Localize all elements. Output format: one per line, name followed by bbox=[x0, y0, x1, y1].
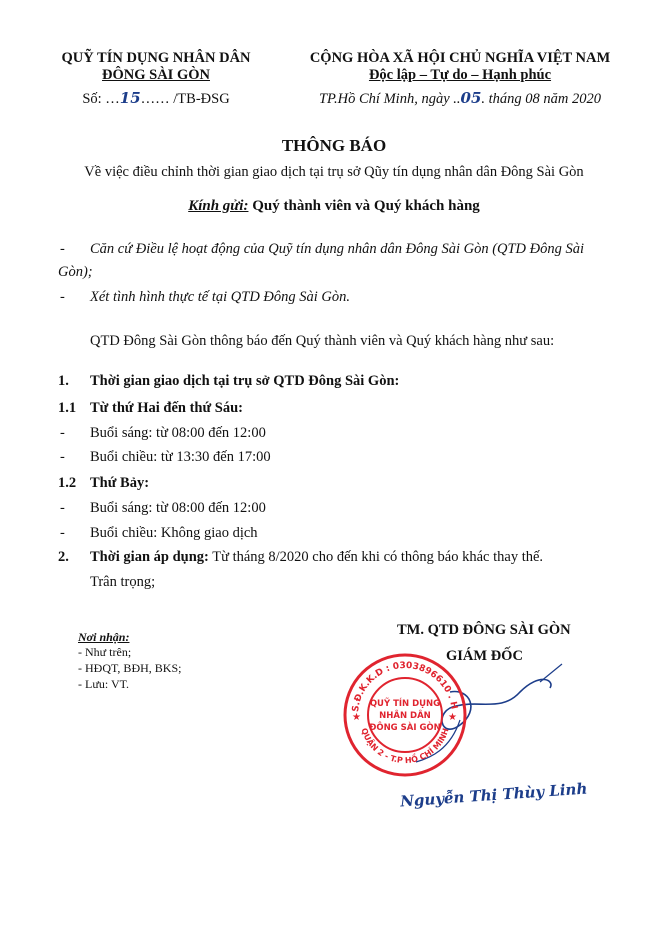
recipients-label: Nơi nhận: bbox=[78, 630, 130, 644]
basis-bullet-1: - bbox=[60, 241, 65, 257]
stamp-ring-text: S.Đ.K.K.D : 0303896610 . H bbox=[351, 660, 459, 713]
weekday-afternoon: Buổi chiều: từ 13:30 đến 17:00 bbox=[90, 449, 271, 465]
stamp-star-left: ★ bbox=[352, 712, 361, 723]
signature-role: GIÁM ĐỐC bbox=[446, 648, 523, 664]
section-2-line bbox=[90, 548, 543, 566]
section-1-title: Thời gian giao dịch tại trụ sở QTD Đông Sài Gòn: bbox=[90, 373, 400, 389]
place-date: TP.Hồ Chí Minh, ngày ..05. tháng 08 năm 2020 bbox=[318, 89, 602, 107]
document-subject: Về việc điều chỉnh thời gian giao dịch tại trụ sở Qũy tín dụng nhân dân Đông Sài Gòn bbox=[84, 164, 584, 180]
recipient-item: - HĐQT, BĐH, BKS; bbox=[78, 661, 182, 675]
basis-bullet-2: - bbox=[60, 289, 65, 305]
closing: Trân trọng; bbox=[90, 574, 156, 590]
section-2-text: Từ tháng 8/2020 cho đến khi có thông báo khác thay thế. bbox=[208, 549, 544, 565]
basis-text-2: Xét tình hình thực tế tại QTD Đông Sài Gòn. bbox=[90, 289, 351, 305]
basis-text-1: Căn cứ Điều lệ hoạt động của Quỹ tín dụng nhân dân Đông Sài Gòn (QTD Đông Sài bbox=[90, 241, 585, 257]
stamp-center-line1: QUỸ TÍN DỤNG bbox=[369, 699, 441, 709]
weekday-morning: Buổi sáng: từ 08:00 đến 12:00 bbox=[90, 425, 266, 441]
recipient-item: - Như trên; bbox=[78, 645, 132, 659]
signature-org: TM. QTD ĐÔNG SÀI GÒN bbox=[397, 622, 571, 638]
saturday-morning: Buổi sáng: từ 08:00 đến 12:00 bbox=[90, 500, 266, 516]
dash-3: - bbox=[60, 500, 65, 516]
section-1-1-number: 1.1 bbox=[58, 400, 77, 416]
handwritten-number: 15 bbox=[119, 89, 141, 107]
stamp-ring-bottom: QUẬN 2 - T.P HỒ CHÍ MINH bbox=[359, 726, 451, 766]
section-1-2-title: Thứ Bảy: bbox=[90, 475, 150, 491]
basis-text-1-cont: Gòn); bbox=[58, 264, 93, 280]
nation-title: CỘNG HÒA XÃ HỘI CHỦ NGHĨA VIỆT NAM bbox=[309, 50, 611, 66]
org-name-line2: ĐÔNG SÀI GÒN bbox=[102, 67, 210, 83]
header-left bbox=[58, 50, 254, 108]
stamp-center-line3: ĐÔNG SÀI GÒN bbox=[369, 723, 441, 733]
recipients-list bbox=[78, 644, 181, 692]
org-name-line1: QUỸ TÍN DỤNG NHÂN DÂN bbox=[61, 50, 251, 66]
saturday-afternoon: Buổi chiều: Không giao dịch bbox=[90, 525, 258, 541]
section-1-2-number: 1.2 bbox=[58, 475, 77, 491]
section-1-1-title: Từ thứ Hai đến thứ Sáu: bbox=[90, 400, 244, 416]
addressee-label: Kính gửi: bbox=[188, 198, 249, 214]
handwritten-day: 05 bbox=[460, 89, 482, 107]
signer-name: Nguyễn Thị Thùy Linh bbox=[399, 779, 588, 811]
section-2-number: 2. bbox=[58, 549, 69, 565]
section-2-title: Thời gian áp dụng: bbox=[90, 549, 209, 565]
section-1-number: 1. bbox=[58, 373, 69, 389]
stamp-star-right: ★ bbox=[448, 712, 457, 723]
document-title: THÔNG BÁO bbox=[281, 136, 387, 155]
stamp-center-line2: NHÂN DÂN bbox=[379, 711, 431, 721]
dash-2: - bbox=[60, 449, 65, 465]
header-right bbox=[275, 50, 645, 108]
motto: Độc lập – Tự do – Hạnh phúc bbox=[368, 67, 552, 83]
document-number: Số: …15…… /TB-ĐSG bbox=[82, 89, 230, 107]
addressee-line bbox=[0, 198, 668, 215]
dash-4: - bbox=[60, 525, 65, 541]
addressee: Quý thành viên và Quý khách hàng bbox=[252, 198, 480, 214]
dash-1: - bbox=[60, 425, 65, 441]
intro-paragraph: QTD Đông Sài Gòn thông báo đến Quý thành viên và Quý khách hàng như sau: bbox=[90, 333, 555, 349]
recipient-item: - Lưu: VT. bbox=[78, 677, 130, 691]
official-stamp bbox=[340, 650, 470, 780]
